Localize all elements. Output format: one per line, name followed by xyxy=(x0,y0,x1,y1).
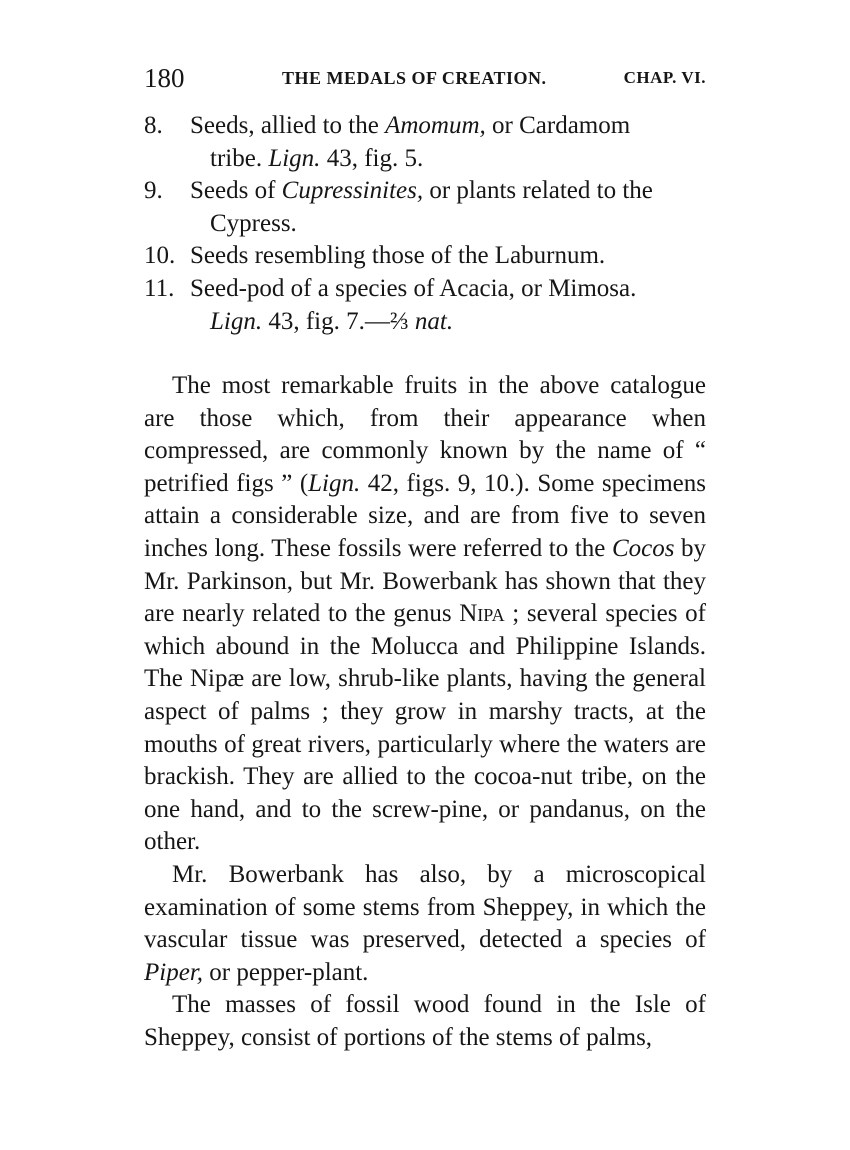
running-header xyxy=(144,60,706,96)
list-item xyxy=(144,273,706,338)
list-item-text: Seeds of Cupressinites, or plants related to the xyxy=(190,177,653,205)
list-item-continuation: tribe. Lign. 43, fig. 5. xyxy=(210,144,424,172)
list-item-text: Seed-pod of a species of Acacia, or Mimosa. xyxy=(190,274,637,302)
list-item-number: 11. xyxy=(144,274,175,302)
list-item-continuation: Cypress. xyxy=(210,209,297,237)
chapter-reference: CHAP. VI. xyxy=(623,68,706,87)
list-item xyxy=(144,240,706,273)
paragraph-petrified-figs: The most remarkable fruits in the above catalogue are those which, from their appearance when compressed, are commonly known by the name of “ petrified figs ” (Lign. 42, figs. 9, 10.). Some specimens attain a considerable size, and are from five to seven inches long. These fossils were referred to the Cocos by Mr. Parkinson, but Mr. Bowerbank has shown that they are nearly related to the genus Nipa ; several species of which abound in the Molucca and Philippine Islands. The Nipæ are low, shrub-like plants, having the general aspect of palms ; they grow in marshy tracts, at the mouths of great rivers, particularly where the waters are brackish. They are allied to the cocoa-nut tribe, on the one hand, and to the screw-pine, or pandanus, on the other. xyxy=(144,372,707,856)
running-title: THE MEDALS OF CREATION. xyxy=(282,68,547,88)
list-item-number: 8. xyxy=(144,112,163,139)
body-text xyxy=(144,370,706,1054)
list-item-number: 9. xyxy=(144,177,163,205)
list-item-text: Seeds, allied to the Amomum, or Cardamom xyxy=(190,112,631,139)
figure-list xyxy=(144,110,706,338)
list-item-number: 10. xyxy=(144,242,176,270)
page-number: 180 xyxy=(144,63,185,93)
paragraph-piper: Mr. Bowerbank has also, by a microscopical examination of some stems from Sheppey, in which the vascular tissue was preserved, detected a species of Piper, or pepper-plant. xyxy=(144,860,706,986)
list-item-continuation: Lign. 43, fig. 7.—⅔ nat. xyxy=(210,307,454,335)
list-item-text: Seeds resembling those of the Laburnum. xyxy=(190,242,606,270)
paragraph-fossil-wood: The masses of fossil wood found in the Isle of Sheppey, consist of portions of the stems of palms, xyxy=(144,991,706,1051)
list-item xyxy=(144,175,706,240)
list-item xyxy=(144,110,706,175)
